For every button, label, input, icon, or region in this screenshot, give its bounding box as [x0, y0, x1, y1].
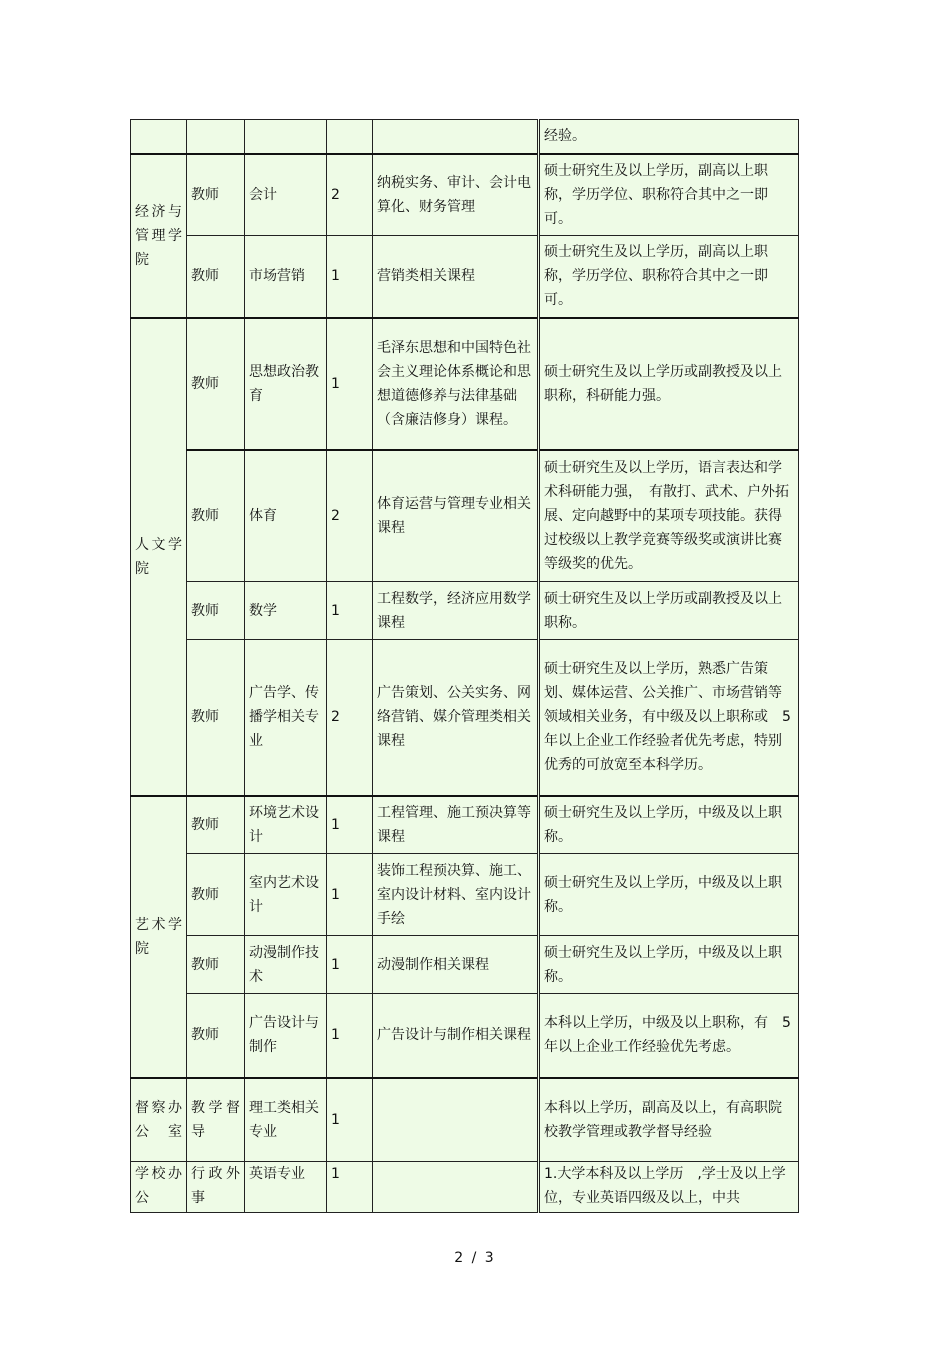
- department-cell: 经济与管理学院: [131, 154, 187, 318]
- major-cell: 广告设计与制作: [245, 994, 327, 1078]
- department-cell: 人文学院: [131, 318, 187, 796]
- position-cell: 行政外事: [187, 1162, 245, 1213]
- major-cell: 室内艺术设计: [245, 854, 327, 936]
- page-indicator: 2 / 3: [454, 1250, 496, 1266]
- requirements-cell: 本科以上学历，副高及以上，有高职院校教学管理或教学督导经验: [539, 1078, 799, 1162]
- count-cell: 1: [327, 236, 373, 318]
- position-cell: 教师: [187, 318, 245, 450]
- position-cell: 教师: [187, 154, 245, 236]
- table-row: [131, 318, 799, 450]
- position-cell: 教学督导: [187, 1078, 245, 1162]
- position-cell: 教师: [187, 640, 245, 796]
- major-cell: 英语专业: [245, 1162, 327, 1213]
- requirements-cell: 硕士研究生及以上学历，熟悉广告策划、媒体运营、公关推广、市场营销等领域相关业务，有中级及以上职称或 5 年以上企业工作经验者优先考虑，特别优秀的可放宽至本科学历。: [539, 640, 799, 796]
- requirements-cell: 硕士研究生及以上学历或副教授及以上职称。: [539, 582, 799, 640]
- major-cell: 思想政治教育: [245, 318, 327, 450]
- position-cell: 教师: [187, 796, 245, 854]
- department-cell: 督察办公室: [131, 1078, 187, 1162]
- position-cell: 教师: [187, 236, 245, 318]
- table-row: [131, 936, 799, 994]
- courses-cell: 纳税实务、审计、会计电算化、财务管理: [373, 154, 539, 236]
- department-cell: 艺术学院: [131, 796, 187, 1078]
- major-cell: 广告学、传播学相关专业: [245, 640, 327, 796]
- position-cell: 教师: [187, 582, 245, 640]
- table-row: [131, 450, 799, 582]
- courses-cell: 广告策划、公关实务、网络营销、媒介管理类相关课程: [373, 640, 539, 796]
- courses-cell: 体育运营与管理专业相关课程: [373, 450, 539, 582]
- requirements-cell: 硕士研究生及以上学历，语言表达和学术科研能力强， 有散打、武术、户外拓展、定向越野中的某项专项技能。获得过校级以上教学竞赛等级奖或演讲比赛等级奖的优先。: [539, 450, 799, 582]
- table-row: [131, 582, 799, 640]
- requirements-cell: 硕士研究生及以上学历，中级及以上职称。: [539, 796, 799, 854]
- count-cell: 1: [327, 318, 373, 450]
- major-cell: 体育: [245, 450, 327, 582]
- count-cell: [327, 120, 373, 154]
- major-cell: 理工类相关专业: [245, 1078, 327, 1162]
- major-cell: 会计: [245, 154, 327, 236]
- requirements-cell: 硕士研究生及以上学历，副高以上职称，学历学位、职称符合其中之一即可。: [539, 154, 799, 236]
- table-row: [131, 154, 799, 236]
- position-cell: 教师: [187, 854, 245, 936]
- recruitment-table: [130, 119, 805, 1213]
- requirements-cell: 硕士研究生及以上学历，中级及以上职称。: [539, 936, 799, 994]
- count-cell: 1: [327, 582, 373, 640]
- courses-cell: [373, 1162, 539, 1213]
- count-cell: 2: [327, 450, 373, 582]
- requirements-cell: 1.大学本科及以上学历 ,学士及以上学位，专业英语四级及以上，中共: [539, 1162, 799, 1213]
- count-cell: 2: [327, 640, 373, 796]
- major-cell: 市场营销: [245, 236, 327, 318]
- courses-cell: 广告设计与制作相关课程: [373, 994, 539, 1078]
- count-cell: 1: [327, 796, 373, 854]
- department-cell: [131, 120, 187, 154]
- requirements-cell: 硕士研究生及以上学历，副高以上职称，学历学位、职称符合其中之一即可。: [539, 236, 799, 318]
- major-cell: 环境艺术设计: [245, 796, 327, 854]
- requirements-cell: 硕士研究生及以上学历或副教授及以上职称，科研能力强。: [539, 318, 799, 450]
- department-cell: 学校办公: [131, 1162, 187, 1213]
- position-cell: [187, 120, 245, 154]
- courses-cell: 装饰工程预决算、施工、室内设计材料、室内设计手绘: [373, 854, 539, 936]
- count-cell: 1: [327, 936, 373, 994]
- table-row: [131, 854, 799, 936]
- table-row: [131, 1162, 799, 1213]
- table-row: [131, 120, 799, 154]
- courses-cell: 工程数学，经济应用数学课程: [373, 582, 539, 640]
- table-row: [131, 640, 799, 796]
- courses-cell: 毛泽东思想和中国特色社会主义理论体系概论和思想道德修养与法律基础（含廉洁修身）课程。: [373, 318, 539, 450]
- table-row: [131, 236, 799, 318]
- table-row: [131, 994, 799, 1078]
- courses-cell: [373, 1078, 539, 1162]
- position-cell: 教师: [187, 936, 245, 994]
- courses-cell: 工程管理、施工预决算等课程: [373, 796, 539, 854]
- count-cell: 1: [327, 1162, 373, 1213]
- major-cell: 动漫制作技术: [245, 936, 327, 994]
- requirements-cell: 经验。: [539, 120, 799, 154]
- count-cell: 1: [327, 854, 373, 936]
- count-cell: 2: [327, 154, 373, 236]
- position-cell: 教师: [187, 450, 245, 582]
- courses-cell: 营销类相关课程: [373, 236, 539, 318]
- count-cell: 1: [327, 1078, 373, 1162]
- requirements-cell: 本科以上学历，中级及以上职称，有 5 年以上企业工作经验优先考虑。: [539, 994, 799, 1078]
- major-cell: 数学: [245, 582, 327, 640]
- requirements-cell: 硕士研究生及以上学历，中级及以上职称。: [539, 854, 799, 936]
- courses-cell: 动漫制作相关课程: [373, 936, 539, 994]
- courses-cell: [373, 120, 539, 154]
- count-cell: 1: [327, 994, 373, 1078]
- table-row: [131, 1078, 799, 1162]
- major-cell: [245, 120, 327, 154]
- table-row: [131, 796, 799, 854]
- position-cell: 教师: [187, 994, 245, 1078]
